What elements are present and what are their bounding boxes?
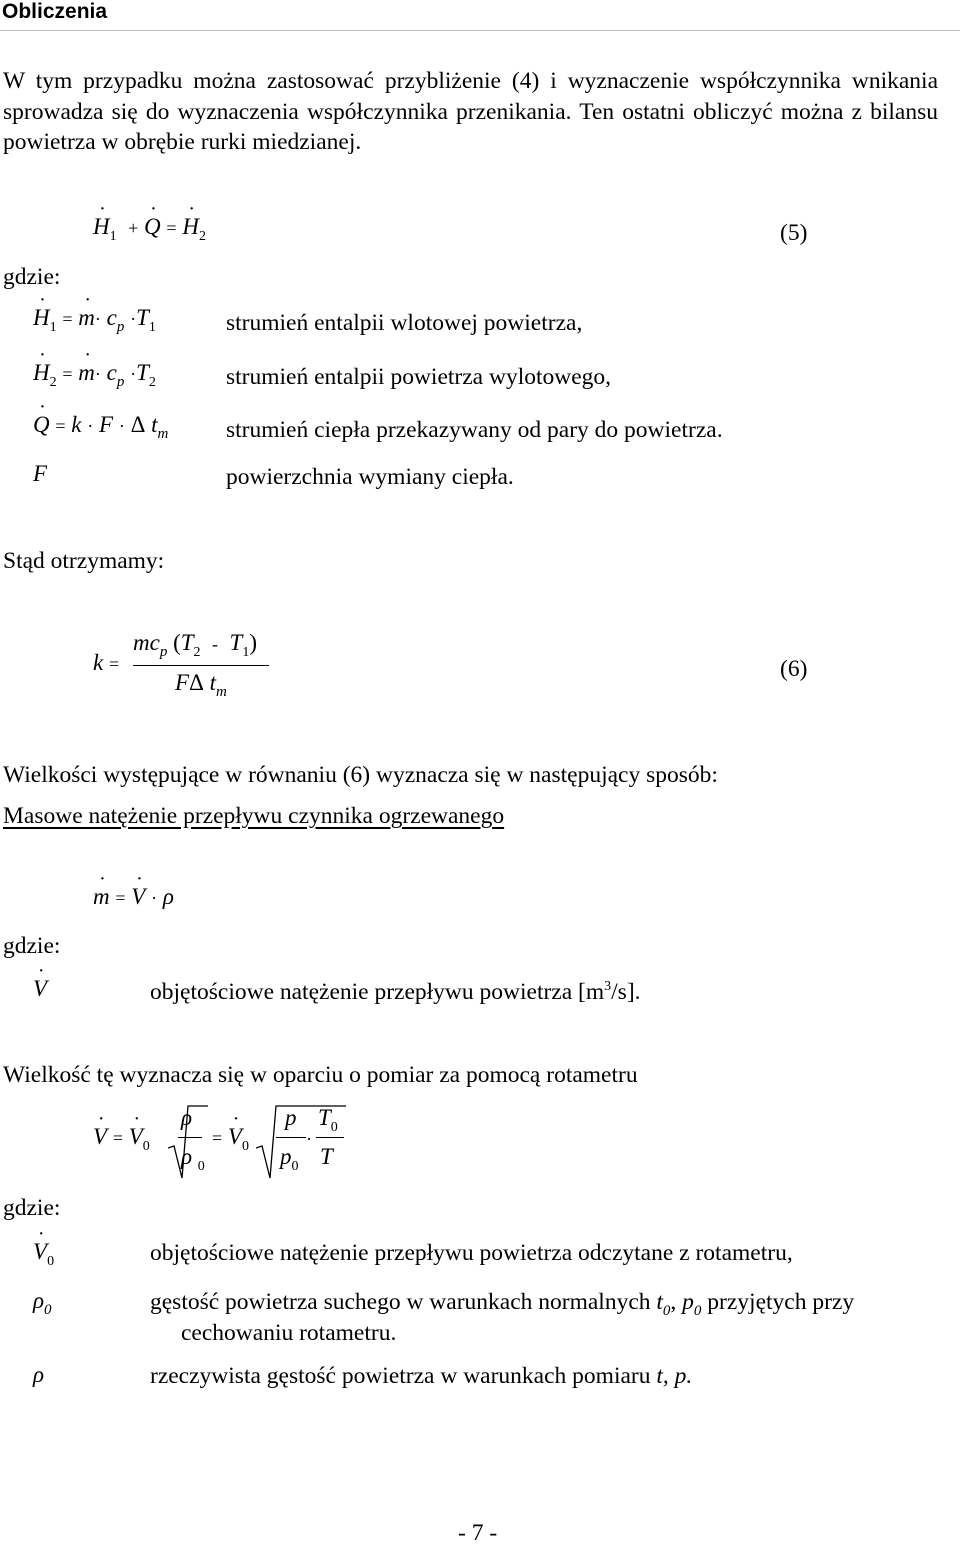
def-Q: strumień ciepła przekazywany od pary do powietrza.: [226, 417, 723, 443]
def-V0: objętościowe natężenie przepływu powietrza odczytane z rotametru,: [150, 1240, 793, 1266]
sqrt2-denominator-T: T: [320, 1144, 333, 1169]
equation-6-denominator: FΔ $t_m$: [175, 670, 227, 700]
equation-5-number: (5): [780, 220, 808, 246]
wielkosc-te-text: Wielkość tę wyznacza się w oparciu o pomiar za pomocą rotametru: [3, 1062, 638, 1088]
rotameter-equation-middle: = ˙ $V_0$: [212, 1124, 249, 1150]
masowe-subheading: Masowe natężenie przepływu czynnika ogrzewanego: [3, 803, 505, 829]
sqrt2-numerator-p: p: [285, 1105, 297, 1130]
sqrt2-dot: ·: [306, 1129, 312, 1149]
def-rho0: gęstość powietrza suchego w warunkach normalnych $t_0$, $p_0$ przyjętych przy: [150, 1289, 855, 1319]
def-H1: strumień entalpii wlotowej powietrza,: [226, 310, 583, 336]
rotameter-equation-lhs: ˙ V = ˙ $V_0$: [93, 1124, 150, 1150]
sqrt2-denominator-p0: $p_0$: [280, 1144, 299, 1174]
gdzie-label-1: gdzie:: [3, 264, 61, 290]
sqrt2-fraction-bar-1: [276, 1137, 306, 1138]
equation-6-fraction-bar: [133, 665, 269, 666]
heading-rule: [0, 30, 960, 31]
gdzie-label-3: gdzie:: [3, 1195, 61, 1221]
sqrt1-fraction-bar: [178, 1137, 202, 1138]
formula-mass-flow: ˙ m = ˙ V · ρ: [93, 884, 174, 910]
def-H2: strumień entalpii powietrza wylotowego,: [226, 364, 612, 390]
equation-5: ˙ $H_1$ + ˙ Q = ˙ $H_2$: [93, 214, 206, 240]
equation-6-number: (6): [780, 656, 808, 682]
symbol-V-dot: ˙ V: [33, 976, 47, 1002]
formula-F: F: [33, 461, 48, 486]
def-rho0-line2: cechowaniu rotametru.: [181, 1320, 397, 1346]
wielkosci-text: Wielkości występujące w równaniu (6) wyznacza się w następujący sposób:: [3, 762, 718, 788]
formula-H2: ˙ $H_2$ = ˙ $m\cdot c_p \cdot T_2$: [33, 360, 156, 386]
page-number: - 7 -: [458, 1520, 498, 1546]
symbol-rho: ρ: [33, 1362, 45, 1387]
formula-Q: ˙ Q = k · F · Δ $t_m$: [33, 412, 168, 438]
sqrt2-numerator-T0: $T_0$: [318, 1105, 338, 1135]
equation-6-numerator: $mc_p$ $(T_2 - T_1)$: [133, 630, 258, 660]
stad-text: Stąd otrzymamy:: [3, 548, 165, 574]
symbol-V0-dot: ˙ $V_0$: [33, 1239, 54, 1265]
equation-6-lhs: k =: [93, 650, 120, 675]
sqrt1-denominator: ρ $_0$: [181, 1144, 205, 1174]
def-V: objętościowe natężenie przepływu powietrza $[m^3/s]$.: [150, 979, 641, 1005]
gdzie-label-2: gdzie:: [3, 933, 61, 959]
intro-paragraph: W tym przypadku można zastosować przybliżenie (4) i wyznaczenie współczynnika wnikania sprowadza się do wyznaczenia współczynnika przenikania. Ten ostatni obliczyć można z bilansu powietrza w obrębie rurki miedzianej.: [3, 68, 938, 155]
def-rho: rzeczywista gęstość powietrza w warunkach pomiaru t, p.: [150, 1363, 693, 1389]
section-heading: Obliczenia: [2, 0, 108, 23]
def-F: powierzchnia wymiany ciepła.: [226, 464, 514, 490]
sqrt1-numerator: ρ: [181, 1105, 193, 1130]
symbol-rho0: $\rho_0$: [33, 1288, 52, 1318]
sqrt2-fraction-bar-2: [316, 1137, 344, 1138]
formula-H1: ˙ $H_1$ = ˙ $m\cdot c_p \cdot T_1$: [33, 305, 156, 331]
